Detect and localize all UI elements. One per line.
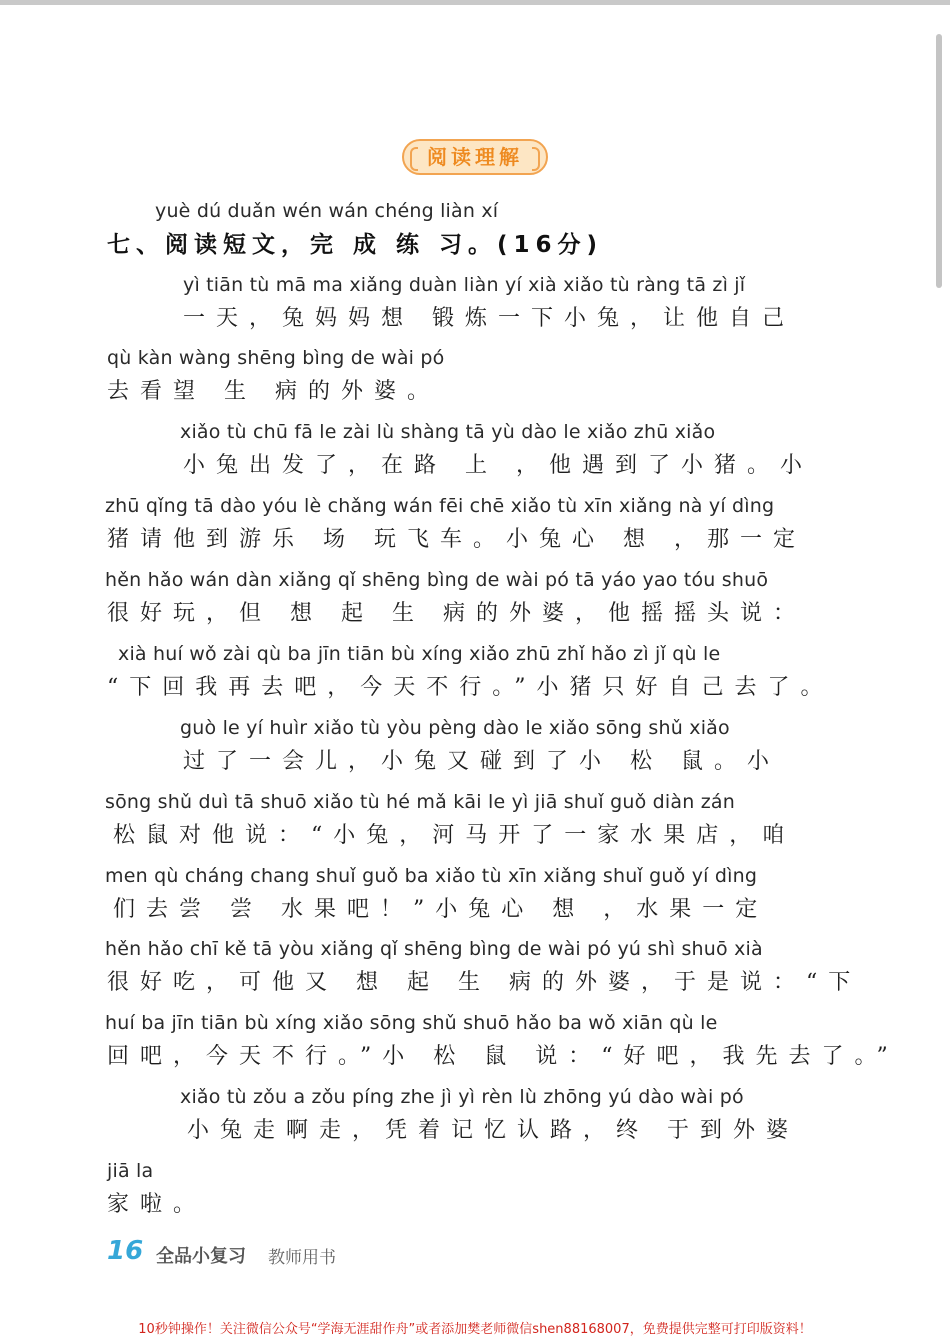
line-4-pinyin: zhū qǐng tā dào yóu lè chǎng wán fēi chē xiǎo tù xīn xiǎng nà yí dìng: [105, 495, 775, 517]
line-8-pinyin: sōng shǔ duì tā shuō xiǎo tù hé mǎ kāi le yì jiā shuǐ guǒ diàn zán: [105, 791, 735, 813]
line-10-hanzi: 很好吃，可他又 想 起 生 病的外婆，于是说：“下: [107, 970, 862, 995]
line-5-pinyin: hěn hǎo wán dàn xiǎng qǐ shēng bìng de wài pó tā yáo yao tóu shuō: [105, 569, 769, 591]
section-banner-label: 阅读理解: [427, 145, 523, 169]
line-11-hanzi: 回吧，今天不行。”小 松 鼠 说：“好吧，我先去了。”: [107, 1044, 899, 1069]
line-13-hanzi: 家啦。: [107, 1192, 207, 1217]
line-3-pinyin: xiǎo tù chū fā le zài lù shàng tā yù dào le xiǎo zhū xiǎo: [180, 421, 716, 443]
line-4-hanzi: 猪请他到游乐 场 玩飞车。小兔心 想 ，那一定: [107, 527, 806, 552]
line-12-hanzi: 小兔走啊走，凭着记忆认路，终 于到外婆: [187, 1118, 799, 1143]
book-edition-label: 教师用书: [268, 1248, 336, 1268]
line-1-pinyin: yì tiān tù mā ma xiǎng duàn liàn yí xià xiǎo tù ràng tā zì jǐ: [183, 274, 746, 296]
line-6-hanzi: “下回我再去吧，今天不行。”小猪只好自己去了。: [107, 675, 834, 700]
top-border: [0, 0, 950, 5]
line-6-pinyin: xià huí wǒ zài qù ba jīn tiān bù xíng xiǎo zhū zhǐ hǎo zì jǐ qù le: [118, 643, 721, 665]
line-9-hanzi: 们去尝 尝 水果吧！”小兔心 想 ，水果一定: [113, 897, 769, 922]
page-number: 16: [107, 1236, 144, 1266]
line-10-pinyin: hěn hǎo chī kě tā yòu xiǎng qǐ shēng bìng de wài pó yú shì shuō xià: [105, 938, 763, 960]
line-8-hanzi: 松鼠对他说：“小兔，河马开了一家水果店，咱: [113, 823, 796, 848]
line-2-pinyin: qù kàn wàng shēng bìng de wài pó: [107, 347, 445, 369]
banner-left-bracket: [410, 147, 418, 171]
line-13-pinyin: jiā la: [107, 1160, 154, 1182]
book-title: 全品小复习: [156, 1246, 246, 1267]
banner-right-bracket: [532, 147, 540, 171]
line-12-pinyin: xiǎo tù zǒu a zǒu píng zhe jì yì rèn lù zhōng yú dào wài pó: [180, 1086, 744, 1108]
line-11-pinyin: huí ba jīn tiān bù xíng xiǎo sōng shǔ shuō hǎo ba wǒ xiān qù le: [105, 1012, 718, 1034]
question-title: 七、阅读短文，完 成 练 习。(16分): [107, 232, 604, 258]
line-7-hanzi: 过了一会儿，小兔又碰到了小 松 鼠。小: [183, 749, 780, 774]
watermark-notice: 10秒钟操作！关注微信公众号“学海无涯甜作舟”或者添加樊老师微信shen88168007，免费提供完整可打印版资料！: [138, 1322, 812, 1337]
scrollbar-thumb[interactable]: [936, 34, 942, 288]
line-5-hanzi: 很好玩，但 想 起 生 病的外婆，他摇摇头说：: [107, 601, 806, 626]
line-2-hanzi: 去看望 生 病的外婆。: [107, 379, 440, 404]
line-3-hanzi: 小兔出发了，在路 上 ，他遇到了小猪。小: [183, 453, 813, 478]
line-9-pinyin: men qù cháng chang shuǐ guǒ ba xiǎo tù xīn xiǎng shuǐ guǒ yí dìng: [105, 865, 758, 887]
section-banner: [402, 139, 548, 175]
line-7-pinyin: guò le yí huìr xiǎo tù yòu pèng dào le xiǎo sōng shǔ xiǎo: [180, 717, 730, 739]
line-1-hanzi: 一天，兔妈妈想 锻炼一下小兔，让他自己: [183, 306, 795, 331]
question-pinyin: yuè dú duǎn wén wán chéng liàn xí: [155, 200, 499, 222]
